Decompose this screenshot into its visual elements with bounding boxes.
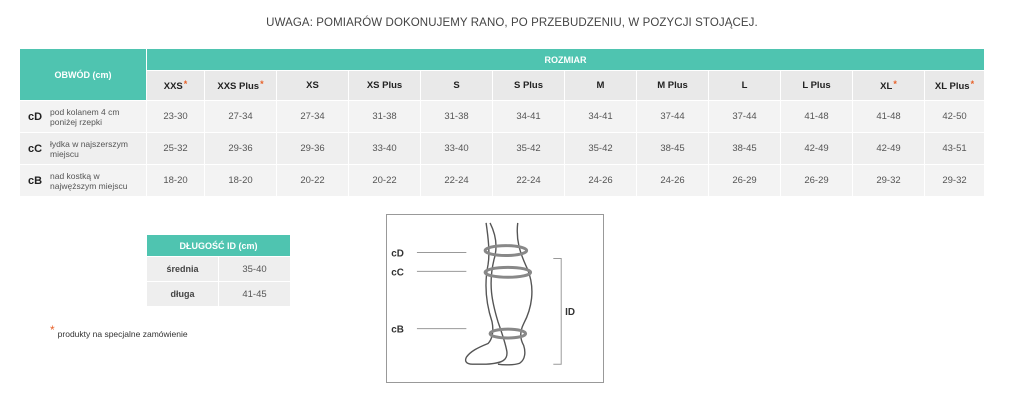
label-cC: cC <box>391 267 404 279</box>
leg-illustration <box>387 215 603 382</box>
measurement-value: 42-49 <box>853 133 925 165</box>
length-header: DŁUGOŚĆ ID (cm) <box>147 235 291 257</box>
measurement-value: 24-26 <box>565 165 637 197</box>
size-header <box>147 71 205 101</box>
size-header <box>205 71 277 101</box>
measurement-value: 41-48 <box>853 101 925 133</box>
size-label: XL <box>880 81 893 92</box>
measurement-row <box>20 165 985 197</box>
measurement-value: 20-22 <box>277 165 349 197</box>
measurement-value: 22-24 <box>493 165 565 197</box>
measurement-value: 37-44 <box>709 101 781 133</box>
obwod-header: OBWÓD (cm) <box>20 49 147 101</box>
size-label: XXS Plus <box>217 81 260 92</box>
measurement-value: 18-20 <box>205 165 277 197</box>
measurement-value: 27-34 <box>205 101 277 133</box>
measurement-value: 38-45 <box>637 133 709 165</box>
size-label: XS <box>306 80 319 91</box>
length-value: 41-45 <box>219 282 291 307</box>
length-row <box>147 282 291 307</box>
measurement-row <box>20 133 985 165</box>
size-header <box>493 71 565 101</box>
measurement-value: 29-32 <box>925 165 985 197</box>
size-header <box>781 71 853 101</box>
measurement-value: 26-29 <box>781 165 853 197</box>
measurement-label-cell <box>20 133 147 165</box>
size-header <box>277 71 349 101</box>
special-order-star: * <box>970 79 975 89</box>
measurement-row <box>20 101 985 133</box>
measurement-note: UWAGA: POMIARÓW DOKONUJEMY RANO, PO PRZEBUDZENIU, W POZYCJI STOJĄCEJ. <box>266 17 758 29</box>
size-header <box>421 71 493 101</box>
id-bracket <box>553 258 561 364</box>
measurement-value: 33-40 <box>349 133 421 165</box>
special-order-star: * <box>183 79 188 89</box>
size-label: M Plus <box>657 80 688 91</box>
size-body <box>20 101 985 197</box>
measurement-value: 24-26 <box>637 165 709 197</box>
size-label: XL Plus <box>934 81 970 92</box>
length-label: średnia <box>147 257 219 282</box>
length-row <box>147 257 291 282</box>
measurement-value: 23-30 <box>147 101 205 133</box>
size-header <box>925 71 985 101</box>
measurement-value: 27-34 <box>277 101 349 133</box>
special-order-star: * <box>260 79 264 89</box>
measurement-value: 29-32 <box>853 165 925 197</box>
footnote <box>50 323 188 340</box>
measurement-description: nad kostką w najwęższym miejscu <box>50 170 128 191</box>
measurement-code: cC <box>27 142 43 155</box>
length-label: długa <box>147 282 219 307</box>
measurement-value: 18-20 <box>147 165 205 197</box>
measurement-value: 43-51 <box>925 133 985 165</box>
rozmiar-header: ROZMIAR <box>147 49 985 71</box>
measurement-value: 34-41 <box>493 101 565 133</box>
leg-diagram <box>386 214 604 383</box>
measurement-value: 35-42 <box>493 133 565 165</box>
measurement-value: 25-32 <box>147 133 205 165</box>
measurement-description: łydka w najszerszym miejscu <box>50 138 128 159</box>
length-value: 35-40 <box>219 257 291 282</box>
measurement-value: 38-45 <box>709 133 781 165</box>
measurement-label-cell <box>20 101 147 133</box>
measurement-value: 33-40 <box>421 133 493 165</box>
footnote-star: * <box>50 323 55 337</box>
leg-outline <box>466 223 507 364</box>
size-header <box>637 71 709 101</box>
measurement-description: pod kolanem 4 cm poniżej rzepki <box>50 106 120 127</box>
size-header <box>565 71 637 101</box>
size-header <box>709 71 781 101</box>
measurement-value: 31-38 <box>421 101 493 133</box>
special-order-star: * <box>893 79 897 89</box>
measurement-value: 29-36 <box>277 133 349 165</box>
measurement-code: cD <box>27 110 43 123</box>
measurement-value: 41-48 <box>781 101 853 133</box>
measurement-value: 35-42 <box>565 133 637 165</box>
length-table <box>146 234 291 307</box>
measurement-value: 42-49 <box>781 133 853 165</box>
measurement-label-cell <box>20 165 147 197</box>
measurement-value: 26-29 <box>709 165 781 197</box>
size-label: XXS <box>163 81 183 92</box>
size-label: L Plus <box>802 80 831 91</box>
size-label: M <box>596 80 605 91</box>
measurement-value: 34-41 <box>565 101 637 133</box>
measurement-value: 31-38 <box>349 101 421 133</box>
measurement-value: 22-24 <box>421 165 493 197</box>
size-label: XS Plus <box>366 80 403 91</box>
footnote-text: produkty na specjalne zamówienie <box>57 329 188 339</box>
measurement-value: 20-22 <box>349 165 421 197</box>
size-header-row <box>20 71 985 101</box>
measurement-value: 29-36 <box>205 133 277 165</box>
label-ID: ID <box>565 306 576 318</box>
measurement-value: 42-50 <box>925 101 985 133</box>
size-table <box>19 48 985 197</box>
label-cD: cD <box>391 248 404 260</box>
size-header <box>349 71 421 101</box>
size-label: S <box>453 80 460 91</box>
measurement-code: cB <box>27 174 43 187</box>
size-label: L <box>741 80 748 91</box>
size-label: S Plus <box>513 80 544 91</box>
size-header <box>853 71 925 101</box>
label-cB: cB <box>391 324 404 336</box>
measurement-value: 37-44 <box>637 101 709 133</box>
